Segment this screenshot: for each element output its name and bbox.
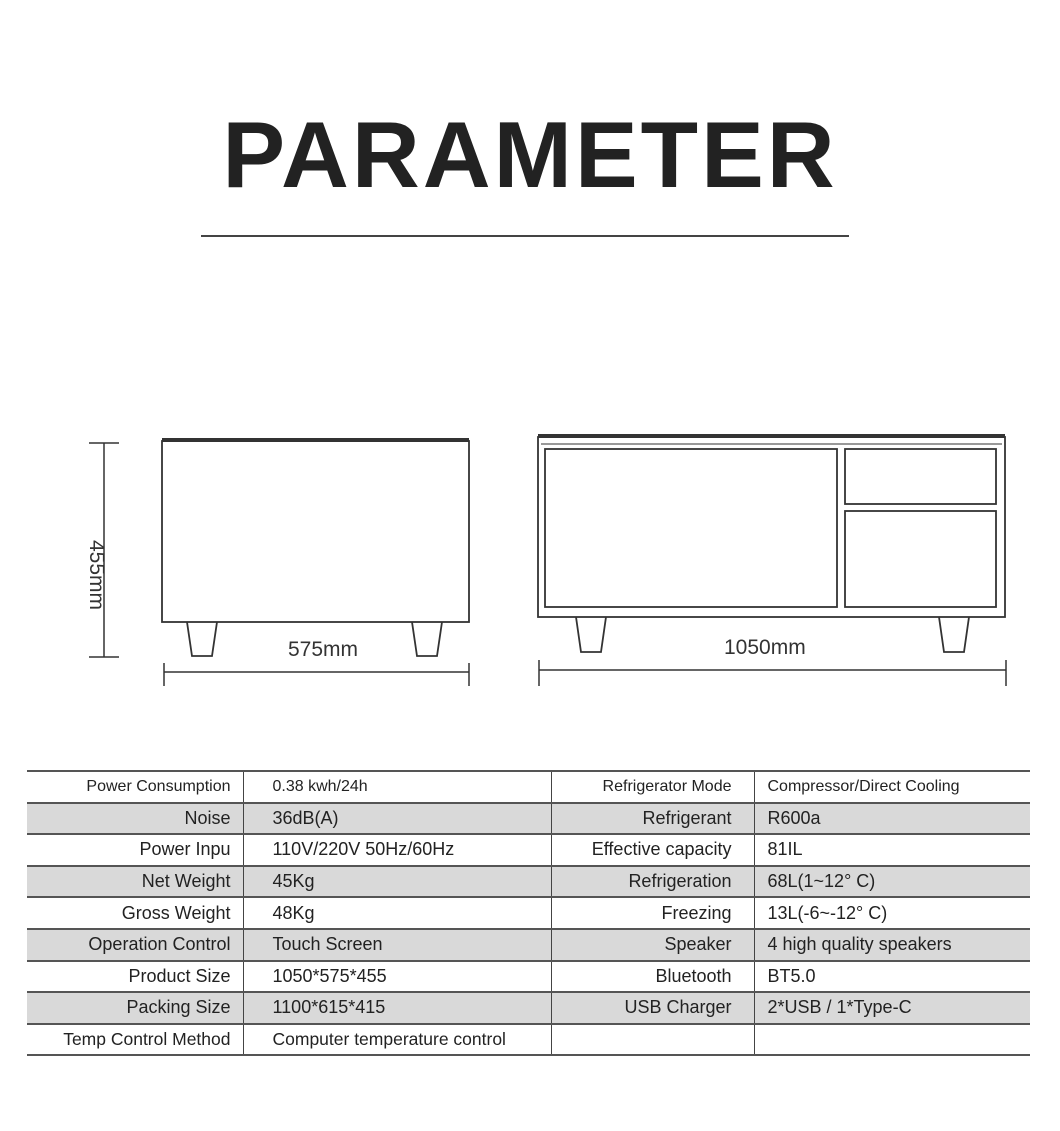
spec-label: Freezing (551, 897, 754, 929)
spec-label: Power Consumption (27, 771, 243, 803)
front-width-label: 1050mm (724, 636, 806, 659)
spec-label: Net Weight (27, 866, 243, 898)
spec-label: Refrigeration (551, 866, 754, 898)
spec-table (27, 770, 1030, 1056)
spec-row (27, 803, 1030, 835)
spec-value: R600a (754, 803, 1030, 835)
spec-label: USB Charger (551, 992, 754, 1024)
spec-label: Product Size (27, 961, 243, 993)
side-view (162, 440, 469, 656)
spec-row (27, 771, 1030, 803)
spec-value: Computer temperature control (243, 1024, 551, 1056)
spec-value: 68L(1~12° C) (754, 866, 1030, 898)
spec-label: Power Inpu (27, 834, 243, 866)
spec-value: 45Kg (243, 866, 551, 898)
spec-row (27, 929, 1030, 961)
spec-label: Refrigerant (551, 803, 754, 835)
spec-label: Operation Control (27, 929, 243, 961)
spec-value: 0.38 kwh/24h (243, 771, 551, 803)
spec-row (27, 897, 1030, 929)
page-title: PARAMETER (222, 102, 838, 207)
spec-value: 2*USB / 1*Type-C (754, 992, 1030, 1024)
spec-label: Bluetooth (551, 961, 754, 993)
spec-row (27, 992, 1030, 1024)
spec-value: 4 high quality speakers (754, 929, 1030, 961)
spec-value: 110V/220V 50Hz/60Hz (243, 834, 551, 866)
spec-value: 1100*615*415 (243, 992, 551, 1024)
spec-row (27, 834, 1030, 866)
spec-value: 81IL (754, 834, 1030, 866)
spec-value: BT5.0 (754, 961, 1030, 993)
height-label: 455mm (85, 540, 108, 611)
side-width-dimension-line (164, 663, 469, 686)
front-view (538, 436, 1005, 652)
spec-label: Effective capacity (551, 834, 754, 866)
front-width-dimension-line (539, 660, 1006, 686)
spec-value: 1050*575*455 (243, 961, 551, 993)
spec-label (551, 1024, 754, 1056)
spec-label: Packing Size (27, 992, 243, 1024)
spec-label: Noise (27, 803, 243, 835)
spec-row (27, 961, 1030, 993)
spec-value: 36dB(A) (243, 803, 551, 835)
spec-label: Gross Weight (27, 897, 243, 929)
spec-value: Touch Screen (243, 929, 551, 961)
spec-label: Refrigerator Mode (551, 771, 754, 803)
spec-row (27, 866, 1030, 898)
spec-value: 48Kg (243, 897, 551, 929)
spec-label: Speaker (551, 929, 754, 961)
spec-label: Temp Control Method (27, 1024, 243, 1056)
spec-row (27, 1024, 1030, 1056)
spec-value: Compressor/Direct Cooling (754, 771, 1030, 803)
spec-value: 13L(-6~-12° C) (754, 897, 1030, 929)
spec-value (754, 1024, 1030, 1056)
side-width-label: 575mm (288, 638, 359, 661)
